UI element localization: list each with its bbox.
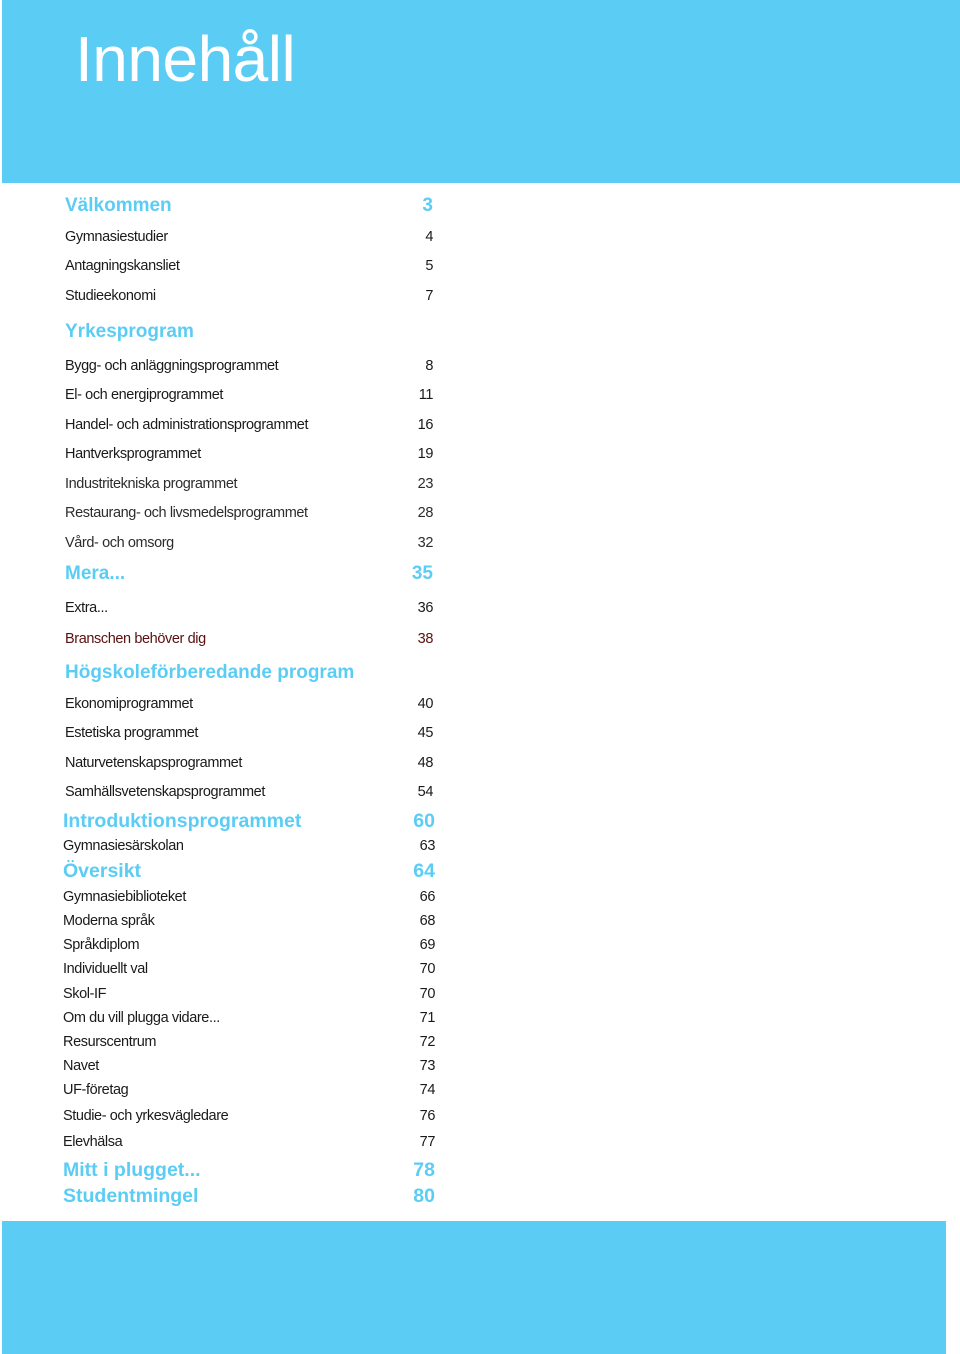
toc-entry-label: UF-företag xyxy=(63,1082,129,1098)
toc-entry-label: Samhällsvetenskapsprogrammet xyxy=(65,784,265,800)
toc-entry[interactable] xyxy=(65,229,433,245)
toc-entry-label: Individuellt val xyxy=(63,961,148,977)
toc-section-label: Mera... xyxy=(65,563,126,584)
toc-section-hogskoleforberedande[interactable] xyxy=(65,662,465,684)
toc-section-label: Yrkesprogram xyxy=(65,321,194,342)
page-title: Innehåll xyxy=(75,23,296,95)
toc-entry-page: 45 xyxy=(417,725,433,741)
toc-entry[interactable] xyxy=(63,986,435,1002)
toc-entry[interactable] xyxy=(65,446,433,462)
toc-entry-page: 8 xyxy=(425,358,433,374)
toc-entry[interactable] xyxy=(65,600,433,616)
toc-entry-page: 11 xyxy=(418,387,433,403)
toc-entry-page: 4 xyxy=(425,229,433,245)
toc-entry-label: Gymnasiestudier xyxy=(65,229,168,245)
toc-entry-label: Om du vill plugga vidare... xyxy=(63,1010,220,1026)
toc-entry-page: 77 xyxy=(419,1134,435,1150)
toc-section-label: Studentmingel xyxy=(63,1185,199,1207)
toc-entry-page: 68 xyxy=(419,913,435,929)
toc-section-studentmingel[interactable] xyxy=(63,1185,435,1208)
toc-entry-label: Vård- och omsorg xyxy=(65,535,174,551)
toc-section-page: 60 xyxy=(413,810,435,832)
toc-entry-label: Navet xyxy=(63,1058,99,1074)
toc-entry[interactable] xyxy=(63,1058,435,1074)
toc-entry-page: 74 xyxy=(419,1082,435,1098)
toc-entry-label: Handel- och administrationsprogrammet xyxy=(65,417,309,433)
toc-entry-label: Restaurang- och livsmedelsprogrammet xyxy=(65,505,308,521)
toc-section-page: 3 xyxy=(422,195,433,216)
toc-section-page: 80 xyxy=(413,1185,435,1207)
toc-entry[interactable] xyxy=(63,1034,435,1050)
toc-entry-label: Hantverksprogrammet xyxy=(65,446,201,462)
toc-entry[interactable] xyxy=(63,1082,435,1098)
toc-section-label: Översikt xyxy=(63,860,142,882)
toc-entry[interactable] xyxy=(63,937,435,953)
toc-entry[interactable] xyxy=(65,258,433,274)
toc-entry[interactable] xyxy=(65,358,433,374)
toc-entry-page: 70 xyxy=(419,961,435,977)
toc-section-valkommen[interactable] xyxy=(65,195,433,217)
toc-entry-page: 73 xyxy=(419,1058,435,1074)
toc-entry-page: 48 xyxy=(417,755,433,771)
toc-section-oversikt[interactable] xyxy=(63,860,435,883)
toc-entry-page: 19 xyxy=(417,446,433,462)
toc-entry-page: 40 xyxy=(417,696,433,712)
toc-entry-page: 63 xyxy=(419,838,435,854)
toc-entry[interactable] xyxy=(65,725,433,741)
toc-section-label: Högskoleförberedande program xyxy=(65,662,355,683)
toc-entry[interactable] xyxy=(65,476,433,492)
toc-entry-label: Skol-IF xyxy=(63,986,107,1002)
toc-entry[interactable] xyxy=(65,696,433,712)
toc-entry-label: Extra... xyxy=(65,600,108,616)
toc-entry[interactable] xyxy=(65,505,433,521)
toc-entry-label: Industritekniska programmet xyxy=(65,476,238,492)
toc-entry-label: Gymnasiebiblioteket xyxy=(63,889,186,905)
toc-entry-page: 69 xyxy=(419,937,435,953)
toc-entry[interactable] xyxy=(63,913,435,929)
toc-section-introduktionsprogrammet[interactable] xyxy=(63,810,435,833)
toc-entry-label: Språkdiplom xyxy=(63,937,140,953)
toc-section-page: 78 xyxy=(413,1159,435,1181)
toc-entry-label: Antagningskansliet xyxy=(65,258,180,274)
toc-entry-label: Gymnasiesärskolan xyxy=(63,838,184,854)
toc-entry-page: 72 xyxy=(419,1034,435,1050)
toc-entry-page: 16 xyxy=(417,417,433,433)
toc-entry[interactable] xyxy=(65,535,433,551)
toc-entry[interactable] xyxy=(63,889,435,905)
toc-entry-label: Branschen behöver dig xyxy=(65,631,206,647)
toc-entry-label: Elevhälsa xyxy=(63,1134,123,1150)
toc-section-label: Välkommen xyxy=(65,195,172,216)
toc-entry[interactable] xyxy=(63,1010,435,1026)
toc-entry-page: 71 xyxy=(419,1010,435,1026)
toc-section-mera[interactable] xyxy=(65,563,433,585)
toc-entry[interactable] xyxy=(65,417,433,433)
toc-entry-label: El- och energiprogrammet xyxy=(65,387,224,403)
toc-entry-page: 23 xyxy=(417,476,433,492)
toc-entry[interactable] xyxy=(63,1134,435,1150)
toc-entry[interactable] xyxy=(63,838,435,854)
toc-entry-label: Bygg- och anläggningsprogrammet xyxy=(65,358,279,374)
toc-entry-page: 7 xyxy=(425,288,433,304)
toc-section-mitt-i-plugget[interactable] xyxy=(63,1159,435,1182)
toc-entry-page: 32 xyxy=(417,535,433,551)
toc-entry-page: 66 xyxy=(419,889,435,905)
toc-entry[interactable] xyxy=(63,1108,435,1124)
toc-entry-page: 70 xyxy=(419,986,435,1002)
toc-entry-label: Studie- och yrkesvägledare xyxy=(63,1108,229,1124)
toc-entry-label: Naturvetenskapsprogrammet xyxy=(65,755,242,771)
toc-entry[interactable] xyxy=(65,755,433,771)
toc-section-label: Introduktionsprogrammet xyxy=(63,810,302,832)
toc-entry[interactable] xyxy=(65,784,433,800)
header-banner xyxy=(2,0,960,183)
toc-section-label: Mitt i plugget... xyxy=(63,1159,201,1181)
toc-entry-page: 28 xyxy=(417,505,433,521)
toc-entry-page: 36 xyxy=(417,600,433,616)
toc-entry-page: 38 xyxy=(417,631,433,647)
toc-section-page: 64 xyxy=(413,860,435,882)
toc-entry[interactable] xyxy=(65,288,433,304)
toc-entry-label: Moderna språk xyxy=(63,913,155,929)
toc-entry-page: 54 xyxy=(417,784,433,800)
toc-entry[interactable] xyxy=(63,961,435,977)
footer-banner xyxy=(2,1221,946,1354)
toc-section-page: 35 xyxy=(411,563,433,584)
toc-entry-label: Resurscentrum xyxy=(63,1034,157,1050)
toc-entry[interactable] xyxy=(65,387,433,403)
toc-entry-label: Estetiska programmet xyxy=(65,725,199,741)
toc-entry-label: Studieekonomi xyxy=(65,288,156,304)
toc-entry-page: 5 xyxy=(425,258,433,274)
toc-section-yrkesprogram[interactable] xyxy=(65,321,433,343)
toc-entry-label: Ekonomiprogrammet xyxy=(65,696,193,712)
toc-entry-page: 76 xyxy=(419,1108,435,1124)
toc-entry[interactable] xyxy=(65,631,433,647)
